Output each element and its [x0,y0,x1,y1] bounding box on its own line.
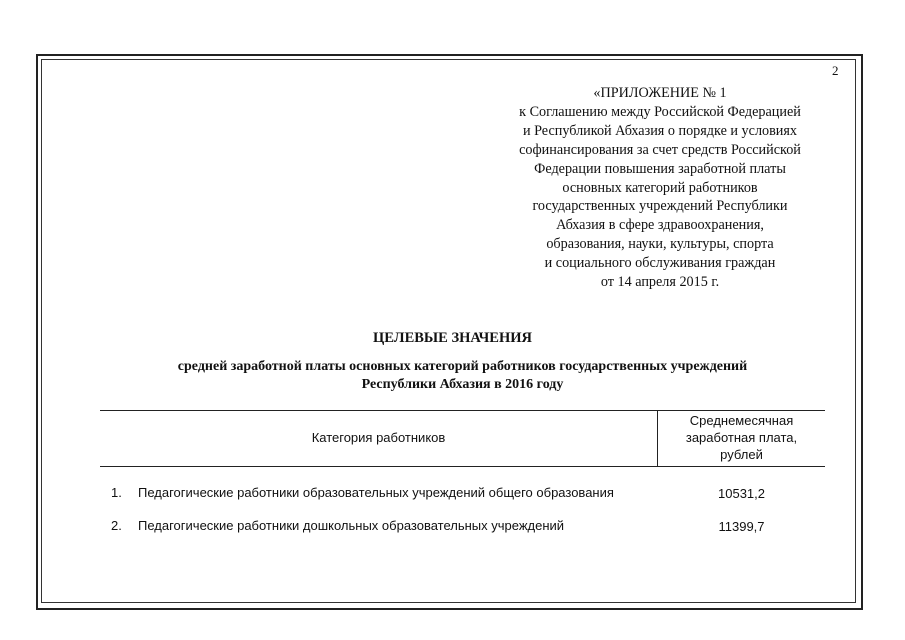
appendix-line: софинансирования за счет средств Российской [519,141,801,158]
document-subtitle [100,358,825,394]
appendix-line: от 14 апреля 2015 г. [600,274,720,291]
table-row [100,518,825,538]
appendix-line: Федерации повышения заработной платы [534,160,786,177]
row-category: Педагогические работники образовательных учреждений общего образования [138,485,614,500]
row-number: 2. [111,518,122,533]
row-salary-value: 11399,7 [718,519,765,534]
header-salary-line: рублей [720,447,763,462]
table-row [100,485,825,505]
appendix-line: и Республикой Абхазия о порядке и условиях [522,122,798,139]
appendix-line: и социального обслуживания граждан [544,255,776,272]
appendix-line: к Соглашению между Российской Федерацией [519,103,801,120]
appendix-line: Абхазия в сфере здравоохранения, [556,217,764,234]
table-header-category: Категория работников [311,430,446,445]
document-title: ЦЕЛЕВЫЕ ЗНАЧЕНИЯ [373,330,532,346]
table-header-salary [658,412,825,463]
header-salary-line: заработная плата, [685,430,798,445]
appendix-line: государственных учреждений Республики [532,198,788,215]
table-top-rule [100,410,825,411]
row-category: Педагогические работники дошкольных образовательных учреждений [138,518,565,533]
appendix-block [480,84,840,292]
row-salary-value: 10531,2 [718,486,765,501]
page-number: 2 [832,63,839,78]
subtitle-line: Республики Абхазия в 2016 году [361,377,564,392]
table-header-rule [100,466,825,467]
appendix-line: «ПРИЛОЖЕНИЕ № 1 [593,85,727,101]
appendix-line: основных категорий работников [562,179,758,196]
header-salary-line: Среднемесячная [689,413,794,428]
subtitle-line: средней заработной платы основных категорий работников государственных учреждений [177,359,748,374]
appendix-line: образования, науки, культуры, спорта [546,236,774,253]
row-number: 1. [111,485,122,500]
